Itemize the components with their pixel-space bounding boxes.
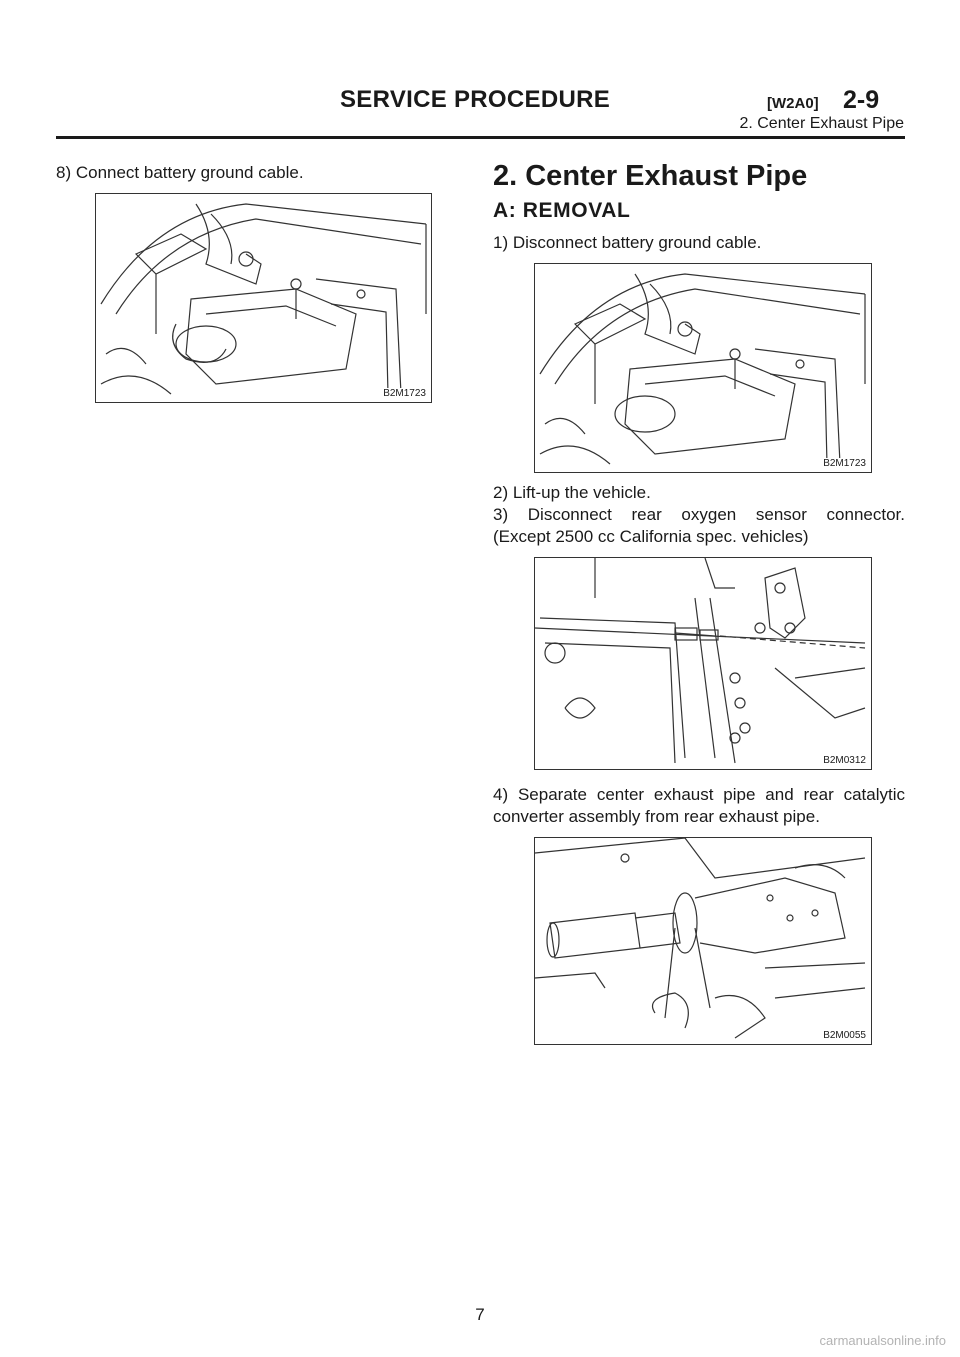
figure-label: B2M0312 — [823, 755, 866, 766]
battery-illustration — [535, 264, 871, 472]
figure-oxygen-sensor-connector — [534, 557, 872, 770]
section-title: SERVICE PROCEDURE — [340, 86, 611, 113]
step-3-line-1: 3) Disconnect rear oxygen sensor connector. — [493, 505, 905, 524]
step-3-line-2: (Except 2500 cc California spec. vehicles) — [493, 527, 809, 546]
section-code: [W2A0] — [767, 95, 819, 112]
step-4-line-1: 4) Separate center exhaust pipe and rear catalytic — [493, 785, 905, 804]
page-number: 7 — [475, 1305, 485, 1324]
section-heading: 2. Center Exhaust Pipe — [493, 160, 808, 192]
figure-disconnect-ground-cable — [534, 263, 872, 473]
battery-illustration — [96, 194, 431, 402]
figure-label: B2M0055 — [823, 1030, 866, 1041]
exhaust-pipe-illustration — [535, 838, 871, 1044]
page-reference: 2-9 — [843, 86, 880, 114]
figure-label: B2M1723 — [383, 388, 426, 399]
figure-battery-ground-cable — [95, 193, 432, 403]
sensor-connector-illustration — [535, 558, 871, 769]
step-2: 2) Lift-up the vehicle. — [493, 483, 651, 502]
watermark: carmanualsonline.info — [819, 1333, 946, 1348]
step-4-line-2: converter assembly from rear exhaust pipe. — [493, 807, 820, 826]
subsection-heading: A: REMOVAL — [493, 199, 631, 222]
figure-exhaust-pipe-separation — [534, 837, 872, 1045]
header-subtitle: 2. Center Exhaust Pipe — [739, 115, 904, 132]
header-divider — [56, 136, 905, 139]
figure-label: B2M1723 — [823, 458, 866, 469]
step-1: 1) Disconnect battery ground cable. — [493, 233, 762, 252]
step-8: 8) Connect battery ground cable. — [56, 163, 304, 182]
